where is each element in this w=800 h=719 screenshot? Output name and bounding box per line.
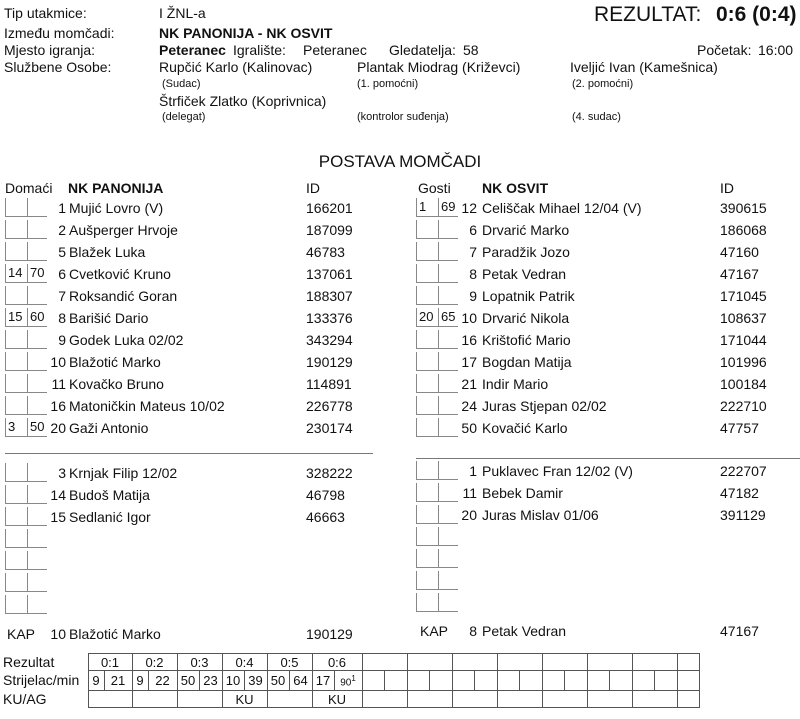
result-value: 0:6 (0:4) [716, 3, 797, 26]
kuag-cell [267, 691, 312, 708]
sub-minute-cell [438, 527, 458, 546]
player-id: 190129 [306, 354, 353, 370]
kuag-cell: KU [222, 691, 267, 708]
player-id: 166201 [306, 200, 353, 216]
player-id: 391129 [720, 507, 766, 523]
player-id: 222710 [720, 398, 767, 414]
scorer-number: 10 [222, 671, 244, 691]
player-id: 171044 [720, 332, 767, 348]
player-number: 50 [461, 420, 477, 436]
player-name: Paradžik Jozo [482, 244, 570, 260]
scoring-table [0, 653, 700, 708]
official-assistant2-name: Iveljić Ivan (Kamešnica) [570, 59, 718, 75]
sub-number-cell [416, 242, 438, 261]
player-name: Blažotić Marko [69, 354, 161, 370]
player-number: 20 [461, 507, 477, 523]
player-number: 17 [461, 354, 477, 370]
player-number: 21 [461, 376, 477, 392]
sub-number-cell [416, 330, 438, 349]
pitch-value: Peteranec [303, 42, 367, 58]
player-name: Juras Stjepan 02/02 [482, 398, 607, 414]
start-value: 16:00 [758, 42, 794, 58]
player-number: 9 [58, 332, 66, 348]
official-fourth-role: (4. sudac) [572, 111, 621, 123]
result-row-label: Rezultat [3, 653, 55, 670]
player-name: Roksandić Goran [69, 288, 178, 304]
away-id-header: ID [720, 180, 734, 196]
score-cell [497, 654, 542, 671]
player-number: 14 [50, 487, 66, 503]
spectators-label: Gledatelja: [389, 42, 456, 58]
scorer-minute [519, 671, 542, 691]
score-cell: 0:2 [132, 654, 177, 671]
sub-number-cell [416, 505, 438, 524]
score-cell [452, 654, 497, 671]
player-name: Indir Mario [482, 376, 549, 392]
player-name: Drvarić Marko [482, 222, 570, 238]
venue-value: Peteranec [159, 42, 226, 58]
kuag-cell [88, 691, 132, 708]
player-id: 187099 [306, 222, 353, 238]
official-delegate-name: Štrfiček Zlatko (Koprivnica) [159, 93, 327, 109]
kuag-row [0, 691, 699, 708]
between-label: Između momčadi: [4, 25, 115, 41]
sub-minute-cell [438, 264, 458, 283]
sub-number-cell [5, 352, 27, 371]
player-number: 9 [469, 288, 477, 304]
score-cell: 0:1 [88, 654, 132, 671]
player-number: 6 [469, 222, 477, 238]
kuag-cell [587, 691, 632, 708]
scorer-minute [609, 671, 632, 691]
sub-minute-cell [27, 573, 47, 592]
sub-number-cell [416, 549, 438, 568]
officials-label: Službene Osobe: [4, 59, 112, 75]
kuag-cell [677, 691, 699, 708]
sub-minute-cell: 65 [438, 308, 458, 327]
sub-number-cell [5, 463, 27, 482]
sub-number-cell: 1 [416, 198, 438, 217]
kuag-cell [632, 691, 677, 708]
sub-minute-cell [438, 374, 458, 393]
sub-minute-cell: 70 [27, 264, 47, 283]
scorer-number [362, 671, 384, 691]
scorer-number: 50 [177, 671, 199, 691]
sub-minute-cell: 50 [27, 418, 47, 437]
player-id: 100184 [720, 376, 767, 392]
player-number: 10 [50, 354, 66, 370]
sub-minute-cell [27, 396, 47, 415]
player-number: 11 [51, 376, 66, 392]
score-cell [632, 654, 677, 671]
sub-number-cell [416, 461, 438, 480]
player-number: 11 [462, 485, 477, 501]
sub-number-cell [416, 286, 438, 305]
player-name: Juras Mislav 01/06 [482, 507, 599, 523]
home-team-name: NK PANONIJA [68, 180, 164, 196]
sub-minute-cell [27, 529, 47, 548]
kuag-cell [362, 691, 407, 708]
player-name: Celiščak Mihael 12/04 (V) [482, 200, 642, 216]
official-assistant2-role: (2. pomoćni) [572, 78, 634, 90]
sub-number-cell [416, 220, 438, 239]
home-captain-id: 190129 [306, 626, 353, 642]
sub-number-cell [5, 595, 27, 614]
sub-number-cell [416, 396, 438, 415]
sub-number-cell [5, 529, 27, 548]
sub-number-cell [5, 507, 27, 526]
scorer-minute: 64 [289, 671, 312, 691]
player-id: 108637 [720, 310, 767, 326]
home-divider [5, 453, 373, 454]
sub-number-cell: 14 [5, 264, 27, 283]
score-cell [677, 654, 699, 671]
sub-number-cell [416, 593, 438, 612]
player-name: Lopatnik Patrik [482, 288, 575, 304]
sub-number-cell [5, 286, 27, 305]
sub-number-cell: 20 [416, 308, 438, 327]
match-type-value: I ŽNL-a [159, 5, 206, 21]
kuag-cell: KU [312, 691, 362, 708]
sub-minute-cell [27, 463, 47, 482]
player-name: Kovačić Karlo [482, 420, 568, 436]
player-name: Budoš Matija [69, 487, 150, 503]
home-id-header: ID [306, 180, 320, 196]
scorer-minute-value: 90 [340, 677, 352, 689]
sub-minute-cell [438, 549, 458, 568]
sub-minute-cell [27, 352, 47, 371]
player-name: Barišić Dario [69, 310, 149, 326]
scorer-number [497, 671, 519, 691]
player-number: 12 [461, 200, 477, 216]
kuag-row-label: KU/AG [3, 690, 47, 707]
player-name: Bebek Damir [482, 485, 563, 501]
scorer-minute: 23 [199, 671, 222, 691]
scorer-number [632, 671, 654, 691]
player-id: 46663 [306, 509, 345, 525]
sub-minute-cell [438, 483, 458, 502]
match-teams: NK PANONIJA - NK OSVIT [159, 25, 333, 41]
sub-minute-cell [27, 374, 47, 393]
scorer-minute [564, 671, 587, 691]
player-number: 8 [469, 266, 477, 282]
sub-minute-cell [438, 461, 458, 480]
sub-minute-cell [438, 242, 458, 261]
player-number: 7 [58, 288, 66, 304]
player-name: Mujić Lovro (V) [69, 200, 164, 216]
player-name: Bogdan Matija [482, 354, 572, 370]
score-cell [407, 654, 452, 671]
player-name: Drvarić Nikola [482, 310, 570, 326]
player-id: 101996 [720, 354, 767, 370]
kuag-cell [177, 691, 222, 708]
player-name: Matoničkin Mateus 10/02 [69, 398, 225, 414]
home-captain-name: Blažotić Marko [69, 626, 161, 642]
player-name: Cvetković Kruno [69, 266, 171, 282]
sub-minute-cell [438, 396, 458, 415]
official-assistant1-role: (1. pomoćni) [357, 78, 419, 90]
sub-number-cell [5, 485, 27, 504]
player-number: 20 [50, 420, 66, 436]
player-number: 5 [58, 244, 66, 260]
official-referee-role: (Sudac) [162, 78, 201, 90]
sub-minute-cell [438, 286, 458, 305]
sub-number-cell [416, 374, 438, 393]
score-cell [362, 654, 407, 671]
score-cell [587, 654, 632, 671]
sub-minute-cell [27, 242, 47, 261]
sub-number-cell [5, 330, 27, 349]
pitch-label: Igralište: [233, 42, 286, 58]
scorer-minute [474, 671, 497, 691]
score-cell: 0:5 [267, 654, 312, 671]
scorer-number [452, 671, 474, 691]
score-cell [542, 654, 587, 671]
scorer-minute [384, 671, 407, 691]
scorer-minute: 39 [244, 671, 267, 691]
scorer-number [542, 671, 564, 691]
score-cell: 0:6 [312, 654, 362, 671]
away-team-name: NK OSVIT [482, 180, 549, 196]
player-number: 15 [50, 509, 66, 525]
player-number: 6 [58, 266, 66, 282]
scorer-minute [429, 671, 452, 691]
sub-minute-cell [27, 286, 47, 305]
away-captain-label: KAP [420, 623, 449, 639]
sub-number-cell [5, 374, 27, 393]
player-id: 222707 [720, 463, 767, 479]
sub-number-cell [5, 396, 27, 415]
sub-minute-cell [438, 352, 458, 371]
official-referee-name: Rupčić Karlo (Kalinovac) [159, 59, 313, 75]
sub-minute-cell [438, 571, 458, 590]
player-number: 16 [461, 332, 477, 348]
player-id: 47182 [720, 485, 759, 501]
sub-minute-cell [438, 418, 458, 437]
sub-number-cell [416, 527, 438, 546]
sub-minute-cell [27, 220, 47, 239]
player-id: 47160 [720, 244, 759, 260]
sub-minute-cell [27, 551, 47, 570]
added-time-marker: 1 [351, 674, 356, 683]
away-divider [416, 458, 800, 459]
scorer-row [0, 671, 699, 691]
sub-minute-cell [438, 593, 458, 612]
player-id: 328222 [306, 465, 353, 481]
scorer-row-label: Strijelac/min [3, 672, 80, 689]
player-id: 46798 [306, 487, 345, 503]
sub-minute-cell [27, 330, 47, 349]
sub-minute-cell: 60 [27, 308, 47, 327]
player-id: 188307 [306, 288, 353, 304]
away-captain-id: 47167 [720, 623, 759, 639]
player-id: 226778 [306, 398, 353, 414]
player-name: Krištofić Mario [482, 332, 571, 348]
scorer-number [407, 671, 429, 691]
sub-number-cell [416, 264, 438, 283]
score-cell: 0:4 [222, 654, 267, 671]
kuag-cell [542, 691, 587, 708]
sub-minute-cell: 69 [438, 198, 458, 217]
player-name: Gaži Antonio [69, 420, 149, 436]
player-number: 1 [58, 200, 66, 216]
scorer-number [587, 671, 609, 691]
match-type-label: Tip utakmice: [4, 5, 87, 21]
player-number: 16 [50, 398, 66, 414]
kuag-cell [452, 691, 497, 708]
score-cell: 0:3 [177, 654, 222, 671]
player-name: Krnjak Filip 12/02 [69, 465, 178, 481]
sub-number-cell [416, 352, 438, 371]
official-controller-role: (kontrolor suđenja) [357, 111, 449, 123]
player-name: Godek Luka 02/02 [69, 332, 184, 348]
player-name: Kovačko Bruno [69, 376, 164, 392]
scorer-number: 9 [132, 671, 148, 691]
kuag-cell [407, 691, 452, 708]
home-captain-number: 10 [50, 626, 66, 642]
sub-number-cell [416, 483, 438, 502]
result-label: REZULTAT: [594, 3, 702, 26]
player-number: 2 [58, 222, 66, 238]
player-number: 7 [469, 244, 477, 260]
player-number: 10 [461, 310, 477, 326]
away-side-label: Gosti [418, 180, 451, 196]
official-assistant1-name: Plantak Miodrag (Križevci) [357, 59, 521, 75]
player-id: 47167 [720, 266, 759, 282]
player-name: Aušperger Hrvoje [69, 222, 178, 238]
sub-minute-cell [27, 507, 47, 526]
sub-number-cell [416, 418, 438, 437]
start-label: Početak: [697, 42, 752, 58]
player-name: Blažek Luka [69, 244, 146, 260]
sub-number-cell [5, 551, 27, 570]
scorer-minute [334, 671, 362, 691]
player-id: 186068 [720, 222, 767, 238]
sub-minute-cell [27, 485, 47, 504]
sub-number-cell [5, 242, 27, 261]
player-id: 137061 [306, 266, 353, 282]
sub-minute-cell [438, 220, 458, 239]
sub-minute-cell [27, 595, 47, 614]
scorer-minute [654, 671, 677, 691]
sub-number-cell [416, 571, 438, 590]
sub-minute-cell [27, 198, 47, 217]
home-side-label: Domaći [5, 180, 53, 196]
player-id: 343294 [306, 332, 353, 348]
away-captain-name: Petak Vedran [482, 623, 567, 639]
spectators-value: 58 [463, 42, 479, 58]
player-number: 1 [469, 463, 477, 479]
player-number: 3 [58, 465, 66, 481]
sub-number-cell: 3 [5, 418, 27, 437]
lineups-title: POSTAVA MOMČADI [318, 152, 482, 171]
away-captain-number: 8 [469, 623, 477, 639]
home-captain-label: KAP [7, 626, 36, 642]
player-id: 171045 [720, 288, 767, 304]
scorer-number: 50 [267, 671, 289, 691]
kuag-cell [497, 691, 542, 708]
player-name: Petak Vedran [482, 266, 567, 282]
kuag-cell [132, 691, 177, 708]
scorer-number: 17 [312, 671, 334, 691]
player-id: 114891 [306, 376, 352, 392]
official-delegate-role: (delegat) [162, 111, 206, 123]
score-row [0, 654, 699, 671]
scorer-number: 9 [88, 671, 104, 691]
scorer-number [677, 671, 699, 691]
player-id: 46783 [306, 244, 345, 260]
player-name: Puklavec Fran 12/02 (V) [482, 463, 633, 479]
player-name: Sedlanić Igor [69, 509, 151, 525]
sub-minute-cell [438, 330, 458, 349]
player-id: 133376 [306, 310, 353, 326]
player-id: 47757 [720, 420, 759, 436]
player-number: 24 [461, 398, 477, 414]
sub-number-cell [5, 573, 27, 592]
sub-number-cell: 15 [5, 308, 27, 327]
scorer-minute: 22 [148, 671, 177, 691]
player-id: 390615 [720, 200, 767, 216]
player-id: 230174 [306, 420, 353, 436]
sub-number-cell [5, 220, 27, 239]
sub-minute-cell [438, 505, 458, 524]
sub-number-cell [5, 198, 27, 217]
player-number: 8 [58, 310, 66, 326]
scorer-minute: 21 [104, 671, 132, 691]
venue-label: Mjesto igranja: [4, 42, 96, 58]
